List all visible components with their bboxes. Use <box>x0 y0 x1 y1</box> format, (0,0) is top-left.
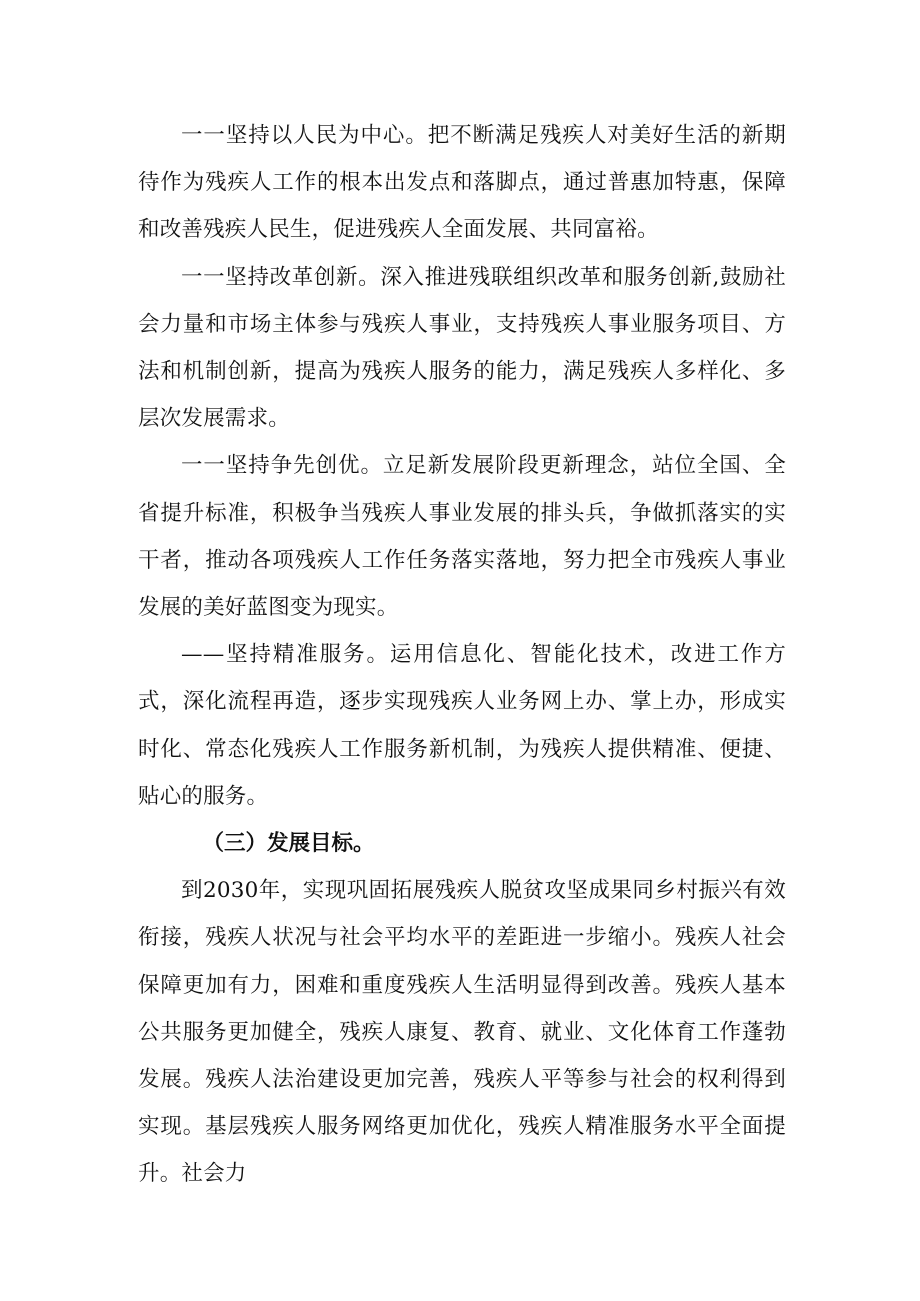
principle-strive-excellence: 一一坚持争先创优。立足新发展阶段更新理念，站位全国、全省提升标准，积极争当残疾人事业发展的排头兵，争做抓落实的实干者，推动各项残疾人工作任务落实落地，努力把全市残疾人事业发展的美好蓝图变为现实。 <box>138 453 786 621</box>
document-body <box>138 112 786 1198</box>
principle-precise-service: ——坚持精准服务。运用信息化、智能化技术，改进工作方式，深化流程再造，逐步实现残疾人业务网上办、掌上办，形成实时化、常态化残疾人工作服务新机制，为残疾人提供精准、便捷、贴心的服务。 <box>138 642 786 809</box>
principle-reform-innovation: 一一坚持改革创新。深入推进残联组织改革和服务创新,鼓励社会力量和市场主体参与残疾人事业，支持残疾人事业服务项目、方法和机制创新，提高为残疾人服务的能力，满足残疾人多样化、多层次发展需求。 <box>138 264 786 432</box>
principle-people-centered: 一一坚持以人民为中心。把不断满足残疾人对美好生活的新期待作为残疾人工作的根本出发点和落脚点，通过普惠加特惠，保障和改善残疾人民生，促进残疾人全面发展、共同富裕。 <box>138 123 786 243</box>
section-heading-goals: （三）发展目标。 <box>202 831 375 857</box>
goal-paragraph: 到2030年，实现巩固拓展残疾人脱贫攻坚成果同乡村振兴有效衔接，残疾人状况与社会平均水平的差距进一步缩小。残疾人社会保障更加有力，困难和重度残疾人生活明显得到改善。残疾人基本公共服务更加健全，残疾人康复、教育、就业、文化体育工作蓬勃发展。残疾人法治建设更加完善，残疾人平等参与社会的权利得到实现。基层残疾人服务网络更加优化，残疾人精准服务水平全面提升。社会力 <box>138 878 786 1187</box>
